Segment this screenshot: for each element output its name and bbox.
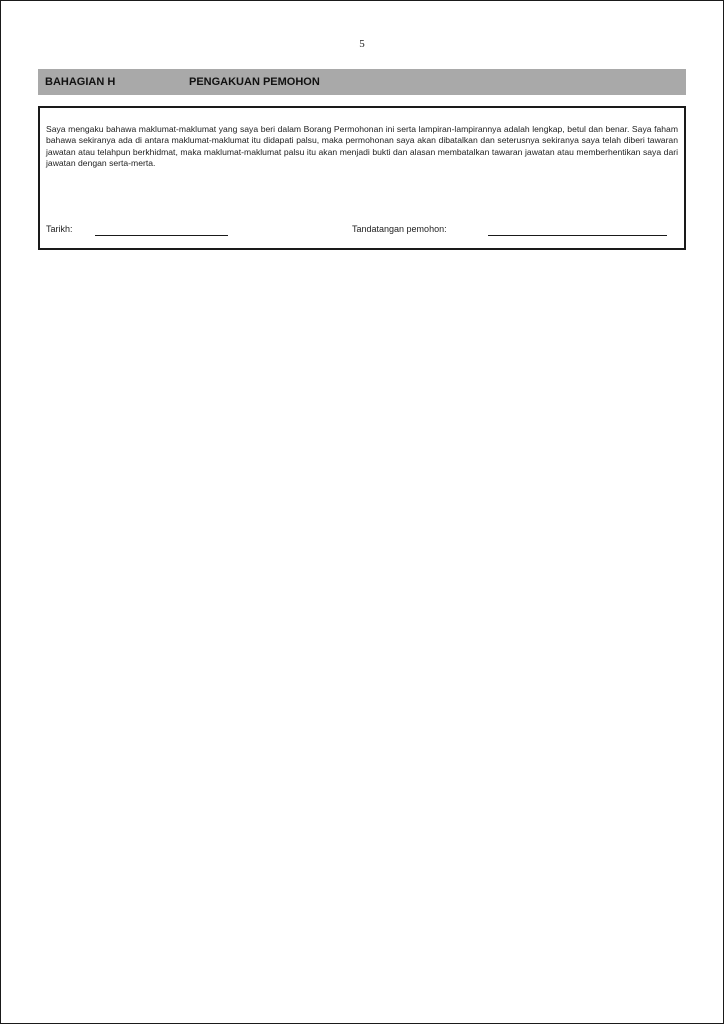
- date-signature-line: [95, 235, 228, 236]
- date-label: Tarikh:: [46, 224, 73, 234]
- declaration-text: Saya mengaku bahawa maklumat-maklumat yang saya beri dalam Borang Permohonan ini serta lampiran-lampirannya adalah lengkap, betul dan benar. Saya faham bahawa sekiranya ada di antara maklumat-maklumat itu didapati palsu, maka permohonan saya akan dibatalkan dan seterusnya sekiranya saya telah diberi tawaran jawatan atau telahpun berkhidmat, maka maklumat-maklumat palsu itu akan menjadi bukti dan alasan membatalkan tawaran jawatan atau memberhentikan saya dari jawatan dengan serta-merta.: [46, 124, 678, 169]
- applicant-signature-line: [488, 235, 667, 236]
- section-title: PENGAKUAN PEMOHON: [189, 76, 320, 88]
- declaration-box: [38, 106, 686, 250]
- section-header: [38, 69, 686, 95]
- section-code: BAHAGIAN H: [45, 76, 116, 88]
- page-number: 5: [359, 38, 365, 50]
- signature-label: Tandatangan pemohon:: [352, 224, 447, 234]
